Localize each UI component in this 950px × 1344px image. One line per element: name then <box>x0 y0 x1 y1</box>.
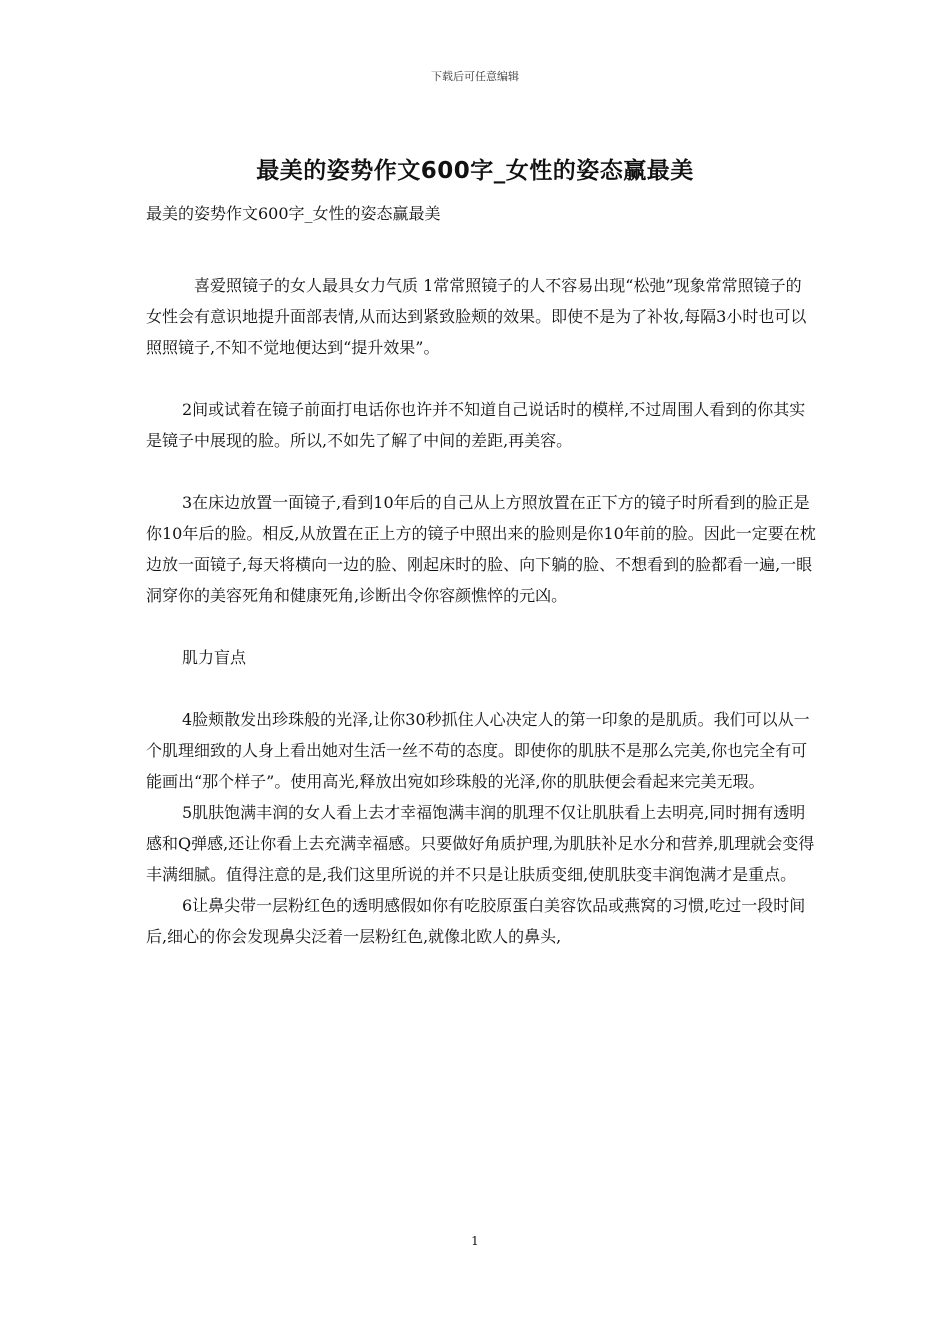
paragraph-spacer <box>146 363 816 394</box>
paragraph-3: 3在床边放置一面镜子,看到10年后的自己从上方照放置在正下方的镜子时所看到的脸正是你10年后的脸。相反,从放置在正上方的镜子中照出来的脸则是你10年前的脸。因此一定要在枕边放一面镜子,每天将横向一边的脸、刚起床时的脸、向下躺的脸、不想看到的脸都看一遍,一眼洞穿你的美容死角和健康死角,诊断出令你容颜憔悴的元凶。 <box>146 493 816 605</box>
document-subtitle: 最美的姿势作文600字_女性的姿态赢最美 <box>146 204 441 223</box>
page-header: 下载后可任意编辑 <box>431 70 519 83</box>
paragraph-1: 喜爱照镜子的女人最具女力气质 1常常照镜子的人不容易出现“松弛”现象常常照镜子的女性会有意识地提升面部表情,从而达到紧致脸颊的效果。即使不是为了补妆,每隔3小时也可以照照镜子,不知不觉地便达到“提升效果”。 <box>146 276 807 357</box>
paragraph-spacer <box>146 673 816 704</box>
paragraph-spacer <box>146 611 816 642</box>
page-number: 1 <box>471 1234 479 1248</box>
document-title: 最美的姿势作文600字_女性的姿态赢最美 <box>256 158 694 184</box>
paragraph-2: 2间或试着在镜子前面打电话你也许并不知道自己说话时的模样,不过周围人看到的你其实是镜子中展现的脸。所以,不如先了解了中间的差距,再美容。 <box>146 400 806 450</box>
paragraph-6: 6让鼻尖带一层粉红色的透明感假如你有吃胶原蛋白美容饮品或燕窝的习惯,吃过一段时间后,细心的你会发现鼻尖泛着一层粉红色,就像北欧人的鼻头, <box>146 896 806 946</box>
section-heading: 肌力盲点 <box>182 648 247 667</box>
paragraph-5: 5肌肤饱满丰润的女人看上去才幸福饱满丰润的肌理不仅让肌肤看上去明亮,同时拥有透明感和Q弹感,还让你看上去充满幸福感。只要做好角质护理,为肌肤补足水分和营养,肌理就会变得丰满细腻。值得注意的是,我们这里所说的并不只是让肤质变细,使肌肤变丰润饱满才是重点。 <box>146 803 815 884</box>
document-body <box>146 270 816 952</box>
paragraph-spacer <box>146 456 816 487</box>
paragraph-4: 4脸颊散发出珍珠般的光泽,让你30秒抓住人心决定人的第一印象的是肌质。我们可以从一个肌理细致的人身上看出她对生活一丝不苟的态度。即使你的肌肤不是那么完美,你也完全有可能画出“那个样子”。使用高光,释放出宛如珍珠般的光泽,你的肌肤便会看起来完美无瑕。 <box>146 710 810 791</box>
